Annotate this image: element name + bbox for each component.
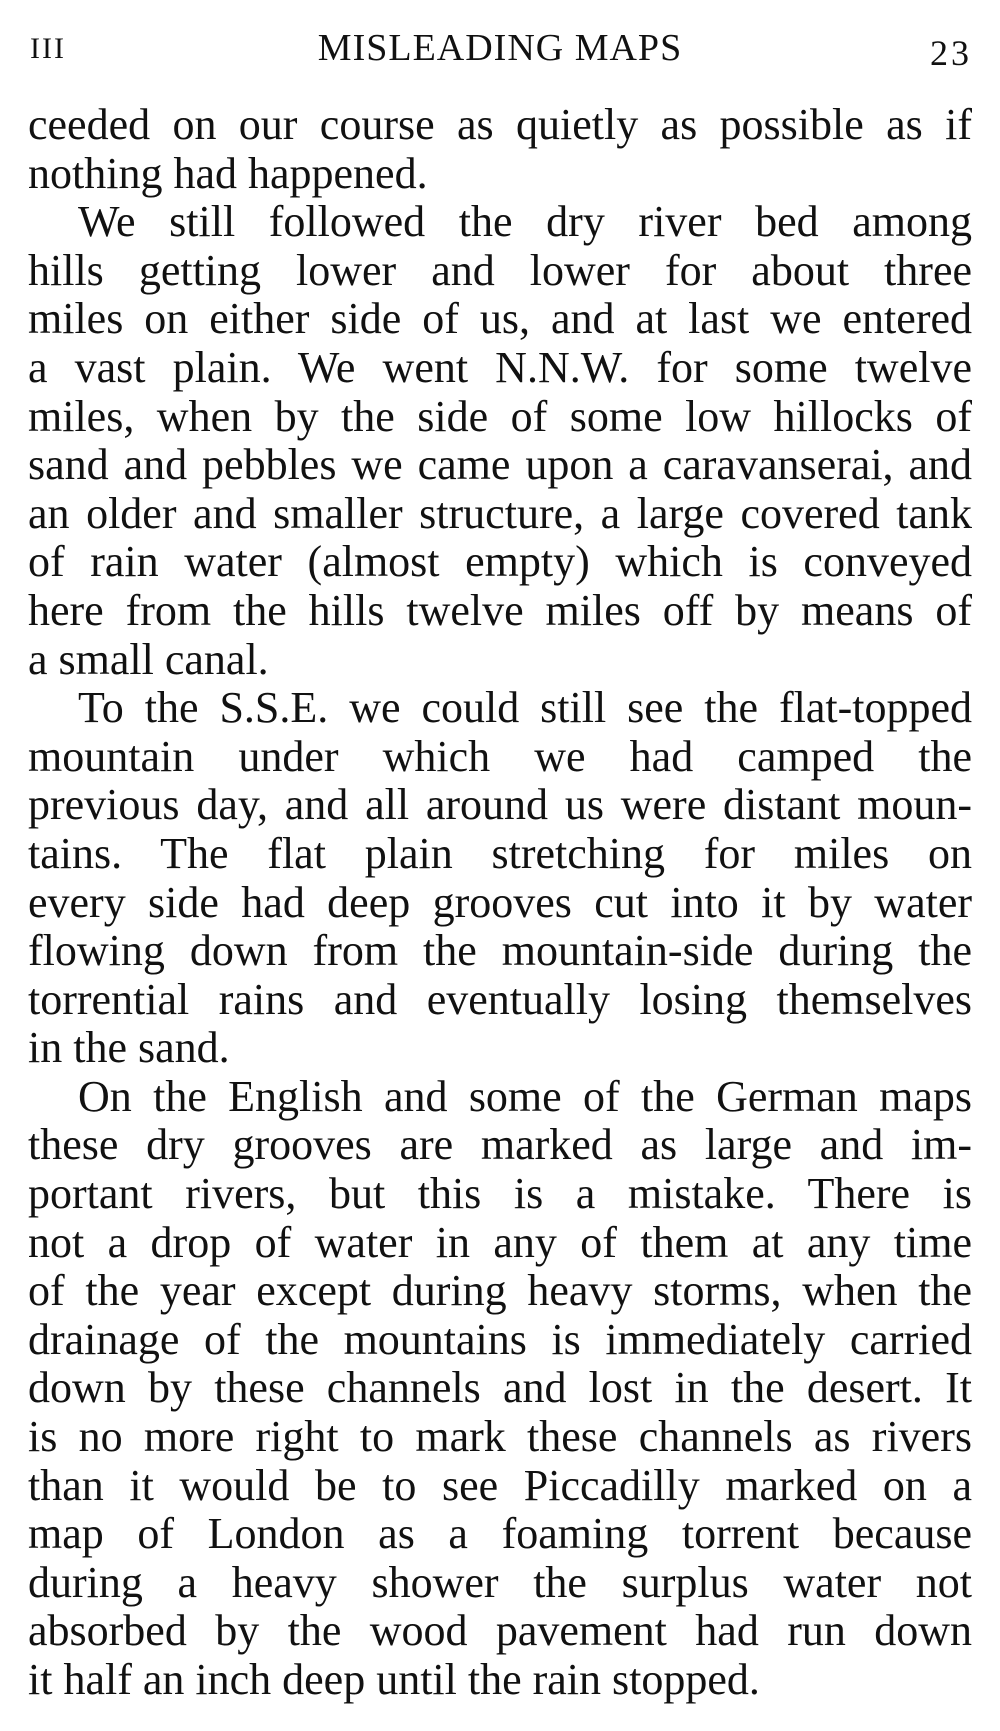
text-line: nothing had happened. [28, 149, 428, 198]
text-line: flowing down from the mountain-side during the [28, 927, 972, 976]
running-title: MISLEADING MAPS [317, 27, 683, 69]
text-line: miles on either side of us, and at last we entered [28, 295, 972, 344]
text-line: On the English and some of the German maps [78, 1072, 972, 1121]
text-line: a small canal. [28, 635, 269, 684]
text-line: torrential rains and eventually losing themselves [28, 975, 972, 1024]
text-line: a vast plain. We went N.N.W. for some twelve [28, 343, 972, 392]
text-line: portant rivers, but this is a mistake. There is [28, 1170, 972, 1219]
text-line: an older and smaller structure, a large covered tank [28, 489, 972, 538]
text-line: of the year except during heavy storms, when the [28, 1267, 972, 1316]
text-line: sand and pebbles we came upon a caravanserai, and [28, 441, 972, 490]
text-line: drainage of the mountains is immediately carried [28, 1315, 972, 1364]
text-line: it half an inch deep until the rain stopped. [28, 1656, 760, 1704]
text-line: map of London as a foaming torrent because [28, 1510, 972, 1559]
text-line: absorbed by the wood pavement had run down [28, 1607, 972, 1656]
text-line: of rain water (almost empty) which is conveyed [28, 538, 972, 587]
text-line: down by these channels and lost in the desert. It [28, 1364, 972, 1413]
text-line: previous day, and all around us were distant moun- [28, 781, 972, 830]
text-line: ceeded on our course as quietly as possible as if [28, 101, 972, 149]
text-line: here from the hills twelve miles off by means of [28, 586, 972, 635]
text-line: miles, when by the side of some low hillocks of [28, 392, 972, 441]
text-line: is no more right to mark these channels as rivers [28, 1413, 972, 1462]
text-line: every side had deep grooves cut into it by water [28, 878, 972, 927]
page-number: 23 [930, 33, 972, 73]
text-line: tains. The flat plain stretching for miles on [28, 829, 972, 878]
text-line: mountain under which we had camped the [28, 732, 972, 781]
text-line: We still followed the dry river bed among [78, 198, 972, 247]
text-line: To the S.S.E. we could still see the flat-topped [78, 684, 972, 733]
text-line: in the sand. [28, 1024, 230, 1073]
text-line: than it would be to see Piccadilly marked on a [28, 1461, 972, 1510]
chapter-number: III [30, 32, 66, 65]
body-text [28, 101, 972, 1705]
text-line: hills getting lower and lower for about three [28, 246, 972, 295]
running-head [28, 18, 972, 78]
text-line: these dry grooves are marked as large and im- [28, 1121, 972, 1170]
text-line: not a drop of water in any of them at any time [28, 1218, 972, 1267]
text-line: during a heavy shower the surplus water not [28, 1558, 972, 1607]
